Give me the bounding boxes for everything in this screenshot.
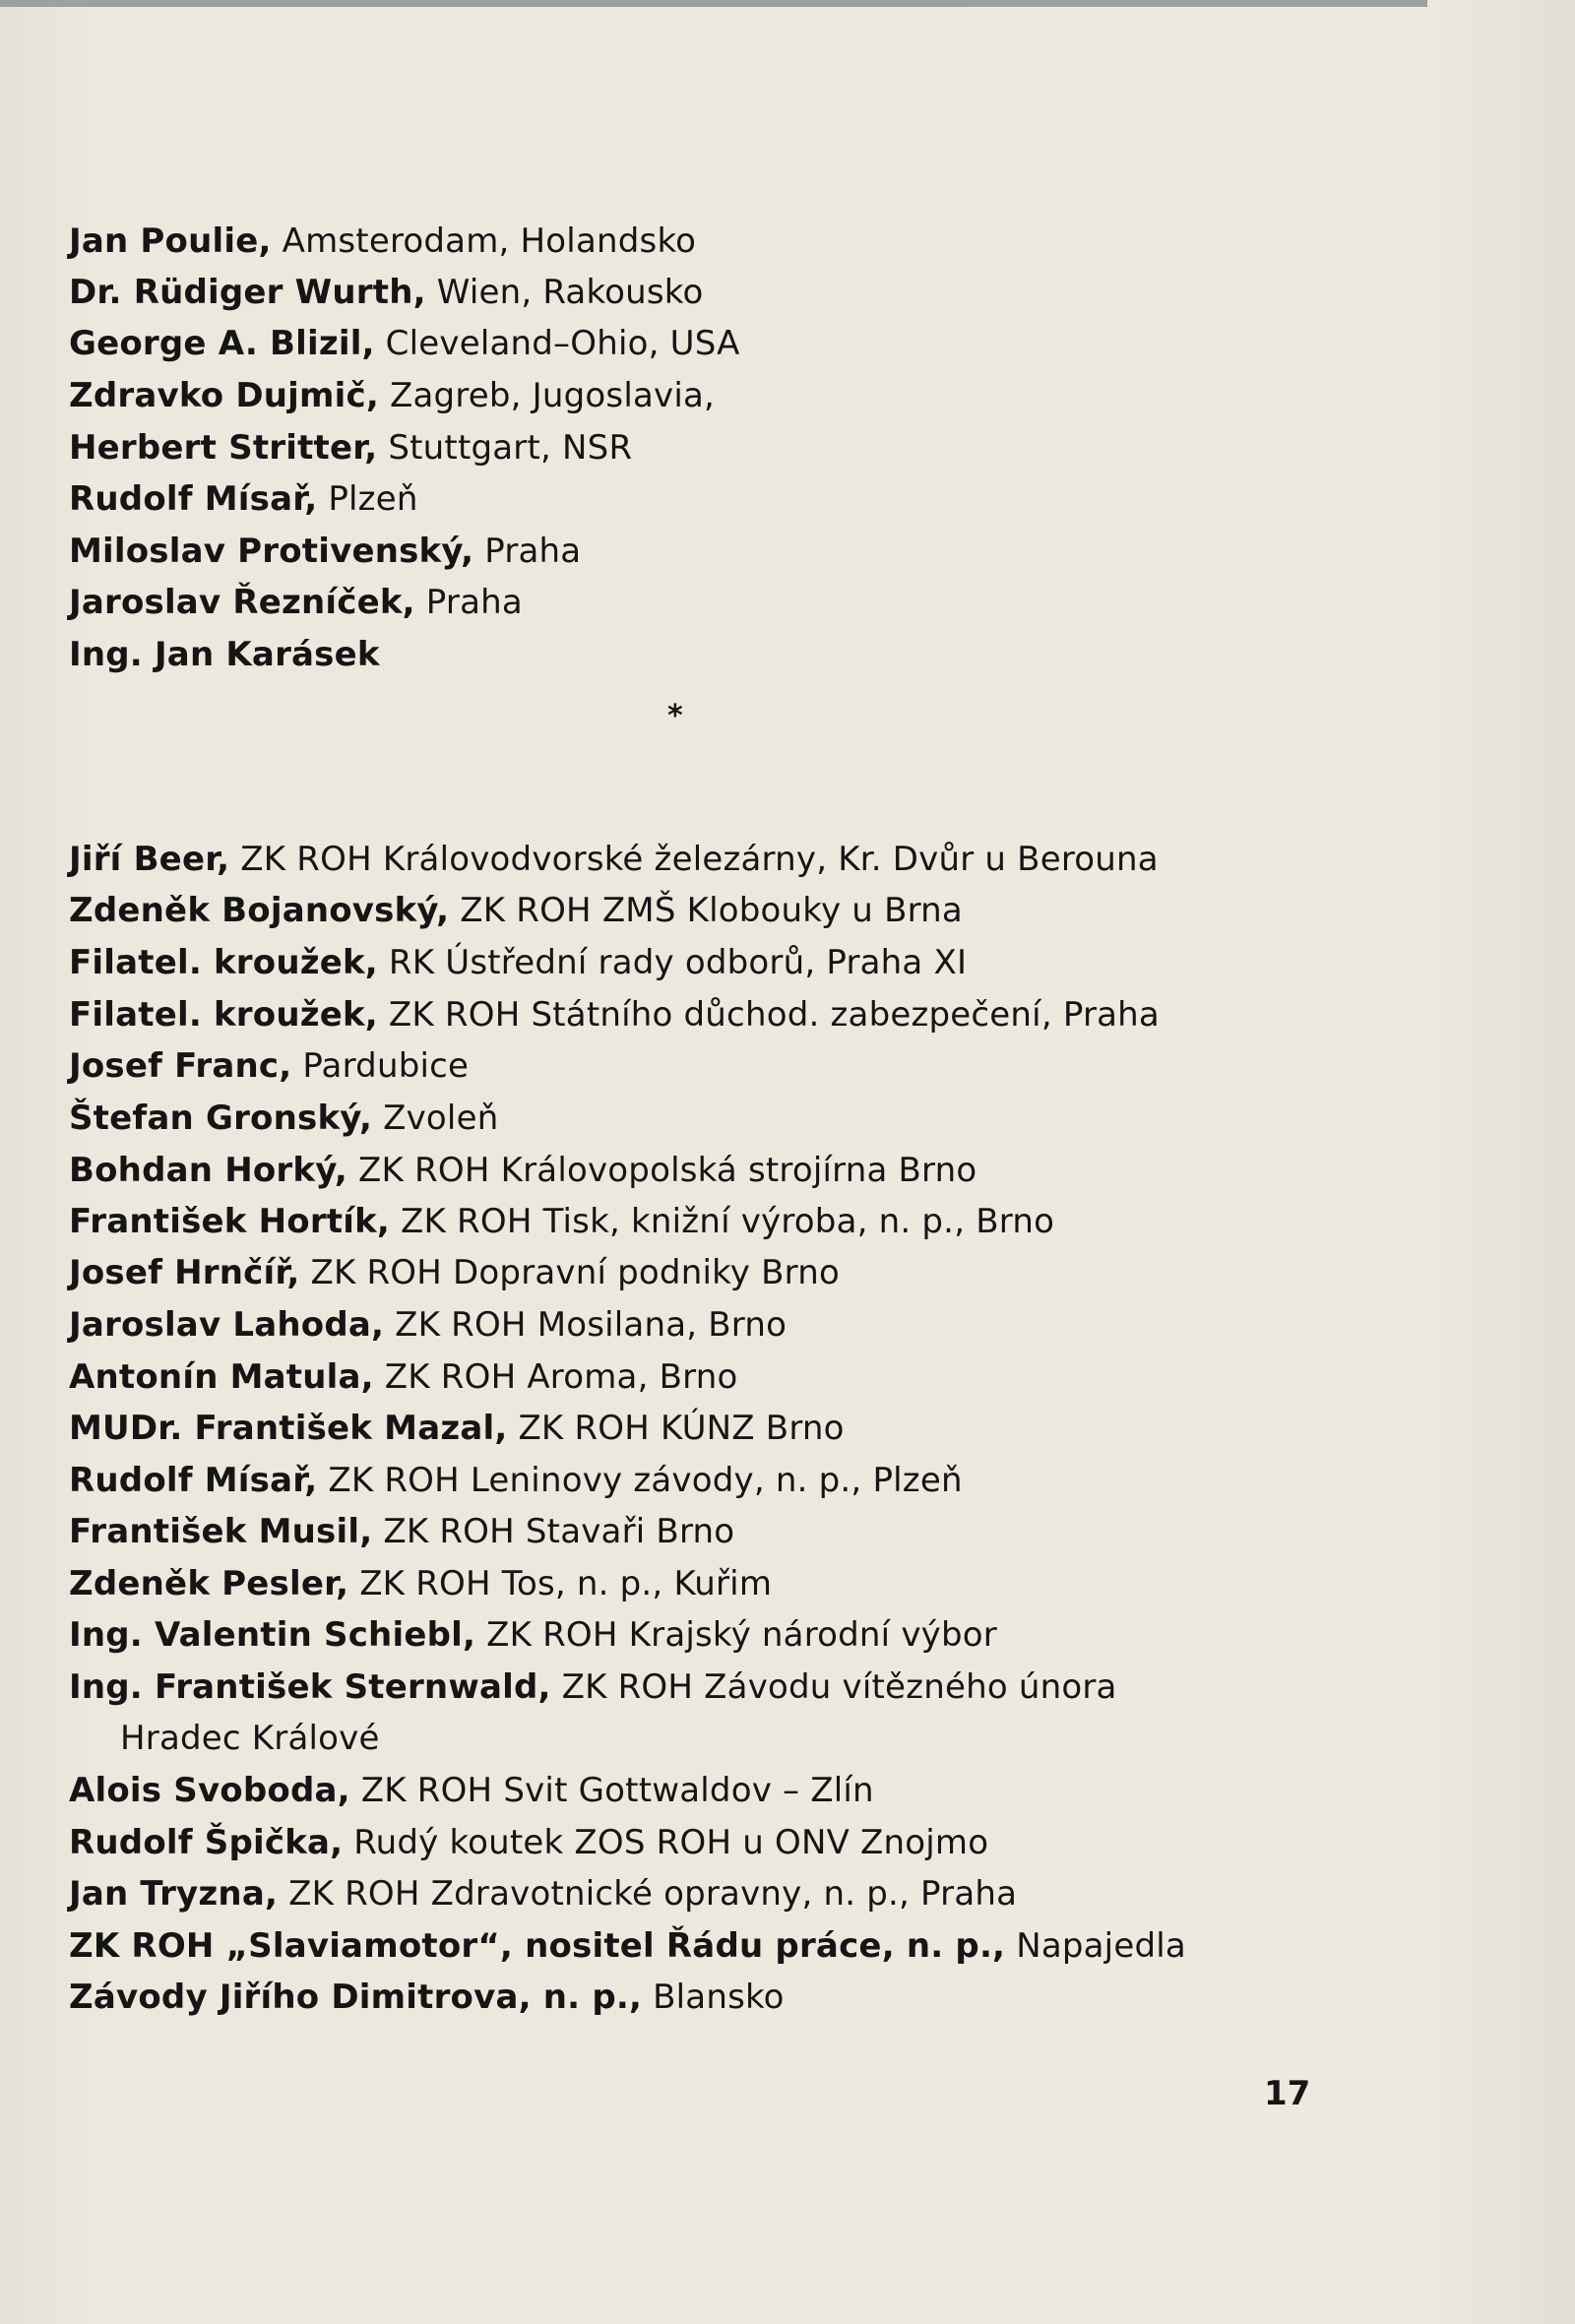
list-item: Dr. Rüdiger Wurth, Wien, Rakousko	[69, 273, 704, 312]
list-item-continuation: Hradec Králové	[120, 1719, 380, 1758]
list-item: Zdeněk Pesler, ZK ROH Tos, n. p., Kuřim	[69, 1564, 773, 1603]
section-separator: *	[667, 699, 683, 733]
list-item: Jaroslav Řezníček, Praha	[69, 583, 523, 622]
list-item: Bohdan Horký, ZK ROH Královopolská strojírna Brno	[69, 1151, 977, 1190]
list-item: Ing. Valentin Schiebl, ZK ROH Krajský národní výbor	[69, 1615, 997, 1655]
list-item: Závody Jiřího Dimitrova, n. p., Blansko	[69, 1978, 785, 2017]
list-item: Alois Svoboda, ZK ROH Svit Gottwaldov – Zlín	[69, 1771, 874, 1810]
list-item: Ing. Jan Karásek	[69, 635, 380, 674]
list-item: Antonín Matula, ZK ROH Aroma, Brno	[69, 1357, 738, 1397]
list-item: Jan Poulie, Amsterodam, Holandsko	[69, 221, 697, 261]
list-item: Rudolf Mísař, Plzeň	[69, 479, 418, 519]
page-number: 17	[1264, 2074, 1311, 2113]
list-item: Zdeněk Bojanovský, ZK ROH ZMŠ Klobouky u Brna	[69, 891, 963, 930]
list-item: Miloslav Protivenský, Praha	[69, 532, 582, 571]
list-item: Filatel. kroužek, ZK ROH Státního důchod. zabezpečení, Praha	[69, 995, 1160, 1035]
list-item: František Musil, ZK ROH Stavaři Brno	[69, 1512, 735, 1551]
list-item: MUDr. František Mazal, ZK ROH KÚNZ Brno	[69, 1409, 845, 1448]
list-item: Herbert Stritter, Stuttgart, NSR	[69, 428, 633, 468]
list-item: Jiří Beer, ZK ROH Královodvorské železárny, Kr. Dvůr u Berouna	[69, 840, 1159, 879]
list-item: Josef Hrnčíř, ZK ROH Dopravní podniky Brno	[69, 1253, 840, 1292]
list-item: Filatel. kroužek, RK Ústřední rady odborů, Praha XI	[69, 943, 968, 982]
list-item: Štefan Gronský, Zvoleň	[69, 1099, 499, 1138]
list-item: Josef Franc, Pardubice	[69, 1046, 470, 1086]
list-item: Zdravko Dujmič, Zagreb, Jugoslavia,	[69, 376, 716, 415]
list-item: Ing. František Sternwald, ZK ROH Závodu vítězného února	[69, 1667, 1117, 1707]
list-item: František Hortík, ZK ROH Tisk, knižní výroba, n. p., Brno	[69, 1202, 1055, 1241]
list-item: George A. Blizil, Cleveland–Ohio, USA	[69, 324, 740, 363]
list-item: Rudolf Špička, Rudý koutek ZOS ROH u ONV Znojmo	[69, 1823, 989, 1862]
list-item: ZK ROH „Slaviamotor“, nositel Řádu práce, n. p., Napajedla	[69, 1926, 1186, 1966]
list-item: Jan Tryzna, ZK ROH Zdravotnické opravny, n. p., Praha	[69, 1874, 1018, 1914]
list-item: Jaroslav Lahoda, ZK ROH Mosilana, Brno	[69, 1305, 788, 1345]
page-top-edge	[0, 0, 1427, 7]
list-item: Rudolf Mísař, ZK ROH Leninovy závody, n. p., Plzeň	[69, 1461, 963, 1500]
